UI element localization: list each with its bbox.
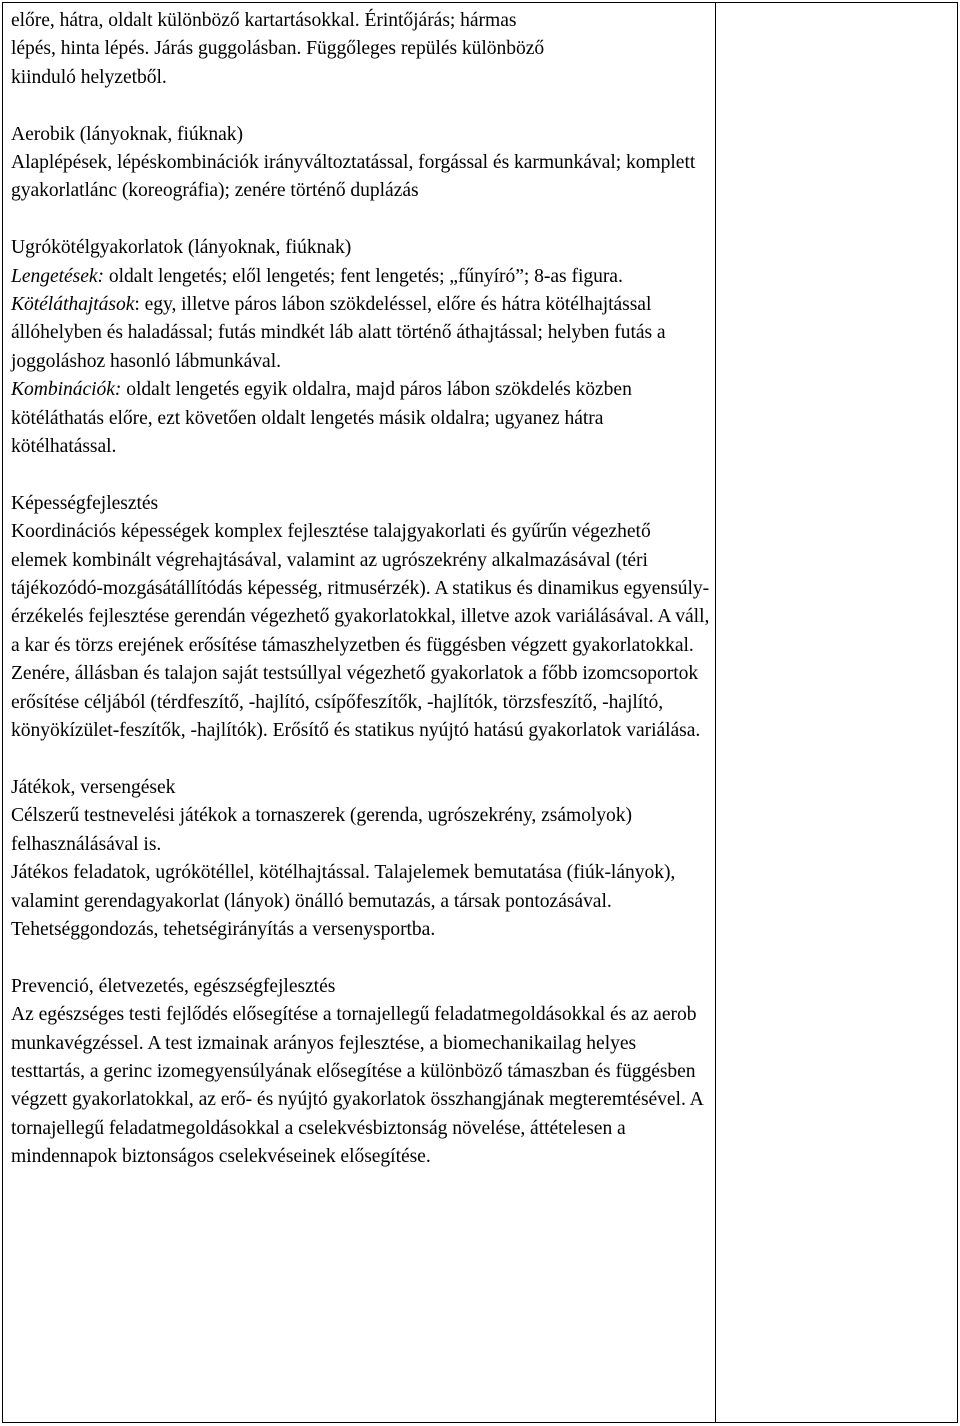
atthajtasok-text: : egy, illetve páros lábon szökdeléssel, előre és hátra kötélhajtással állóhelyben és haladással; futás mindkét láb alatt történő áthajtással; helyben futás a joggoláshoz hasonló lábmunkával. — [11, 294, 666, 372]
aerobik-section — [11, 121, 711, 206]
lengetesek-label: Lengetések: — [11, 265, 105, 287]
ugrokotel-heading: Ugrókötélgyakorlatok (lányoknak, fiúknak) — [11, 237, 352, 259]
kepesseg-text: Koordinációs képességek komplex fejlesztése talajgyakorlati és gyűrűn végezhető elemek kombinált végrehajtásával, valamint az ugrószekrény alkalmazásával (téri tájékozódó-mozgásátállítódás képesség, ritmusérzék). A statikus és dinamikus egyensúly-érzékelés fejlesztése gerendán végezhető gyakorlatokkal, illetve azok variálásával. A váll, a kar és törzs erejének erősítése támaszhelyzetben és függésben végzett gyakorlatokkal. Zenére, állásban és talajon saját testsúllyal végezhető gyakorlatok a főbb izomcsoportok erősítése céljából (térdfeszítő, -hajlító, csípőfeszítők, -hajlítók, törzsfeszítő, -hajlító, könyökízület-feszítők, -hajlítók). Erősítő és statikus nyújtó hatású gyakorlatok variálása. — [11, 521, 710, 742]
jatekok-text-2: Játékos feladatok, ugrókötéllel, kötélhajtással. Talajelemek bemutatása (fiúk-lányok), valamint gerendagyakorlat (lányok) önálló bemutazás, a társak pontozásával. Tehetséggondozás, tehetségirányítás a versenysportba. — [11, 862, 676, 940]
kombinaciok-label: Kombinációk: — [11, 379, 122, 401]
aerobik-text: Alaplépések, lépéskombinációk irányváltoztatással, forgással és karmunkával; komplett gyakorlatlánc (koreográfia); zenére történő duplázás — [11, 152, 696, 202]
kepesseg-heading: Képességfejlesztés — [11, 492, 159, 514]
lengetesek-text: oldalt lengetés; elől lengetés; fent lengetés; „fűnyíró”; 8-as figura. — [104, 265, 623, 287]
atthajtasok-label: Kötéláthajtások — [11, 294, 135, 316]
empty-side-column — [716, 3, 957, 1422]
jatekok-text-1: Célszerű testnevelési játékok a tornaszerek (gerenda, ugrószekrény, zsámolyok) felhasználásával is. — [11, 805, 633, 855]
spacer — [11, 461, 711, 489]
intro-block — [11, 7, 711, 92]
curriculum-table — [2, 2, 958, 1423]
prevencio-section — [11, 973, 711, 1172]
kombinaciok-paragraph — [11, 376, 711, 461]
spacer — [11, 92, 711, 120]
spacer — [11, 944, 711, 972]
kombinaciok-text: oldalt lengetés egyik oldalra, majd páros lábon szökdelés közben kötéláthatás előre, ezt követően oldalt lengetés másik oldalra; ugyanez hátra kötélhatással. — [11, 379, 632, 458]
lengetesek-paragraph — [11, 263, 711, 291]
ugrokotel-section — [11, 234, 711, 461]
atthajtasok-paragraph — [11, 291, 711, 376]
jatekok-heading: Játékok, versengések — [11, 776, 176, 798]
aerobik-heading: Aerobik (lányoknak, fiúknak) — [11, 123, 244, 145]
intro-line-1: előre, hátra, oldalt különböző kartartásokkal. Érintőjárás; hármas — [11, 10, 517, 31]
intro-line-3: kiinduló helyzetből. — [11, 66, 167, 88]
kepesseg-section — [11, 490, 711, 746]
prevencio-heading: Prevenció, életvezetés, egészségfejlesztés — [11, 975, 336, 997]
spacer — [11, 206, 711, 234]
spacer — [11, 746, 711, 774]
prevencio-text: Az egészséges testi fejlődés elősegítése a tornajellegű feladatmegoldásokkal és az aerob munkavégzéssel. A test izmainak arányos fejlesztése, a biomechanikailag helyes testtartás, a gerinc izomegyensúlyának elősegítése a különböző támaszban és függésben végzett gyakorlatokkal, az erő- és nyújtó gyakorlatok összhangjának megteremtésével. A tornajellegű feladatmegoldásokkal a cselekvésbiztonság növelése, áttételesen a mindennapok biztonságos cselekvéseinek elősegítése. — [11, 1004, 703, 1168]
content-column — [3, 3, 716, 1422]
intro-line-2: lépés, hinta lépés. Járás guggolásban. Függőleges repülés különböző — [11, 38, 545, 60]
jatekok-section — [11, 774, 711, 944]
